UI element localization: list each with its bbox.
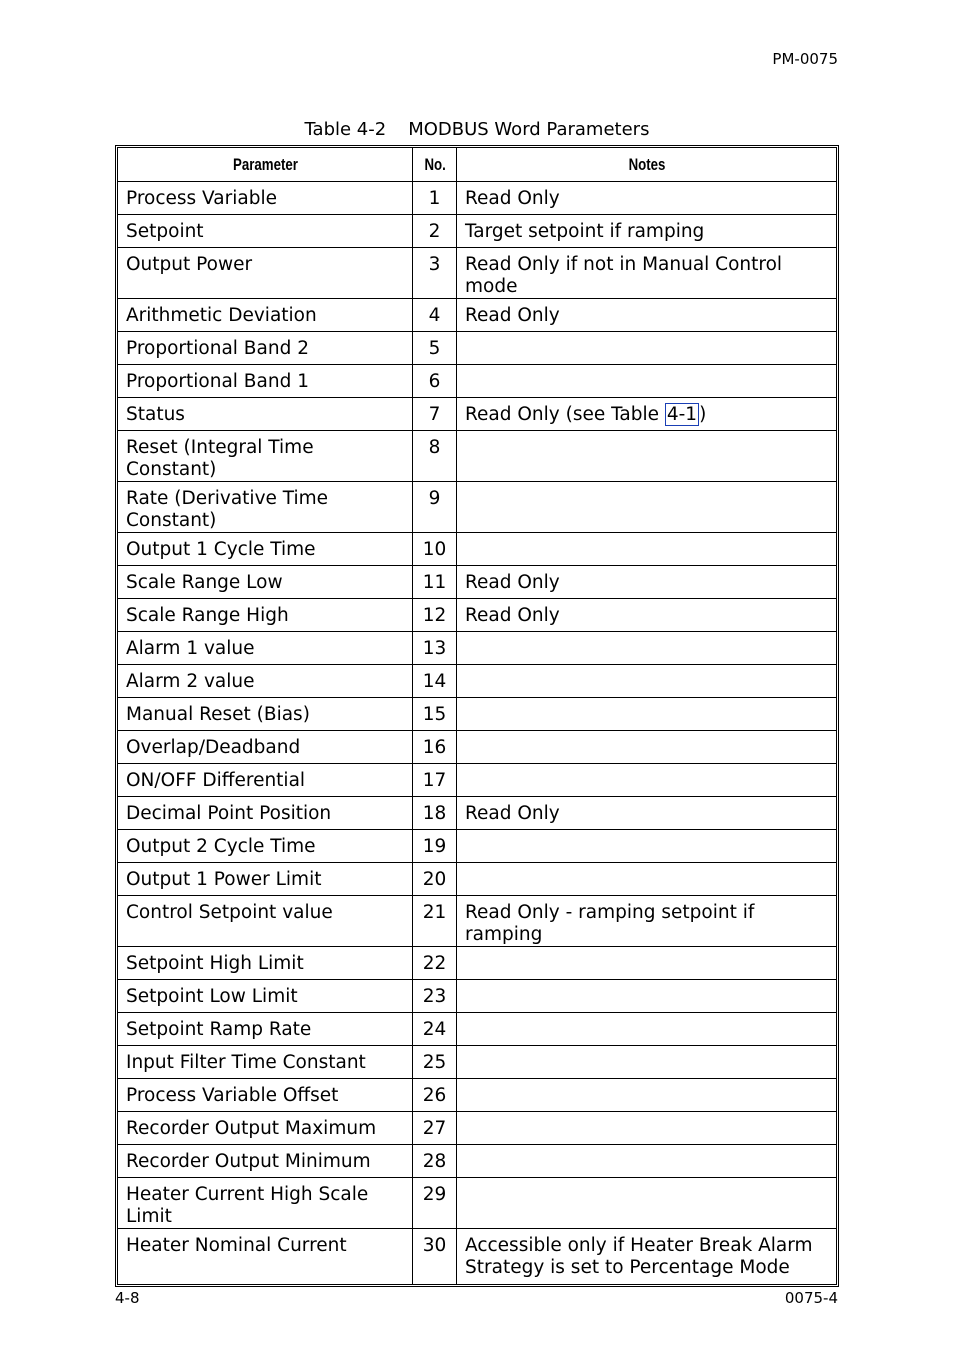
cell-notes — [457, 947, 837, 980]
cell-number: 3 — [413, 248, 457, 299]
table-row — [118, 980, 837, 1013]
notes-text: Read Only — [465, 305, 560, 326]
cell-number: 9 — [413, 482, 457, 533]
cell-number: 26 — [413, 1079, 457, 1112]
table-row — [118, 797, 837, 830]
page-number: 4-8 — [115, 1289, 140, 1307]
table-row — [118, 566, 837, 599]
cell-notes — [457, 830, 837, 863]
cell-number: 6 — [413, 365, 457, 398]
cell-number: 10 — [413, 533, 457, 566]
table-row — [118, 215, 837, 248]
cell-number: 20 — [413, 863, 457, 896]
cell-parameter: Overlap/Deadband — [118, 731, 413, 764]
table-row — [118, 1145, 837, 1178]
table-body — [118, 182, 837, 1285]
cell-notes — [457, 248, 837, 299]
cell-parameter: Setpoint Low Limit — [118, 980, 413, 1013]
cell-number: 23 — [413, 980, 457, 1013]
table-reference-link[interactable]: 4-1 — [666, 404, 698, 425]
cell-number: 27 — [413, 1112, 457, 1145]
cell-parameter: Proportional Band 2 — [118, 332, 413, 365]
cell-number: 25 — [413, 1046, 457, 1079]
cell-parameter: Recorder Output Maximum — [118, 1112, 413, 1145]
cell-parameter: Recorder Output Minimum — [118, 1145, 413, 1178]
table-row — [118, 482, 837, 533]
cell-parameter: Output 1 Cycle Time — [118, 533, 413, 566]
cell-number: 4 — [413, 299, 457, 332]
cell-number: 24 — [413, 1013, 457, 1046]
cell-parameter: Alarm 2 value — [118, 665, 413, 698]
column-header-notes: Notes — [498, 148, 794, 182]
cell-notes — [457, 1229, 837, 1285]
cell-parameter: Process Variable Offset — [118, 1079, 413, 1112]
table-row — [118, 365, 837, 398]
table-row — [118, 1046, 837, 1079]
cell-notes — [457, 764, 837, 797]
cell-number: 28 — [413, 1145, 457, 1178]
table-caption-label: Table 4-2 — [304, 119, 387, 140]
cell-parameter: Control Setpoint value — [118, 896, 413, 947]
cell-notes — [457, 398, 837, 431]
table-row — [118, 698, 837, 731]
table-row — [118, 1178, 837, 1229]
table-row — [118, 533, 837, 566]
cell-number: 29 — [413, 1178, 457, 1229]
cell-parameter: Output 2 Cycle Time — [118, 830, 413, 863]
notes-text-line2: Strategy is set to Percentage Mode — [465, 1257, 790, 1278]
cell-parameter: Decimal Point Position — [118, 797, 413, 830]
cell-number: 8 — [413, 431, 457, 482]
notes-text: Accessible only if Heater Break Alarm — [465, 1235, 813, 1256]
cell-notes — [457, 299, 837, 332]
cell-number: 5 — [413, 332, 457, 365]
document-code: PM-0075 — [772, 50, 838, 68]
table-row — [118, 1229, 837, 1285]
table-row — [118, 665, 837, 698]
cell-notes — [457, 332, 837, 365]
cell-notes — [457, 533, 837, 566]
cell-parameter: Rate (Derivative Time Constant) — [118, 482, 413, 533]
table-row — [118, 1013, 837, 1046]
cell-number: 18 — [413, 797, 457, 830]
notes-text: Read Only - ramping setpoint if ramping — [465, 902, 755, 945]
table-row — [118, 863, 837, 896]
cell-parameter: Arithmetic Deviation — [118, 299, 413, 332]
notes-text: Read Only — [465, 605, 560, 626]
cell-number: 30 — [413, 1229, 457, 1285]
cell-number: 7 — [413, 398, 457, 431]
cell-notes — [457, 182, 837, 215]
cell-notes — [457, 896, 837, 947]
cell-notes — [457, 566, 837, 599]
cell-parameter: Process Variable — [118, 182, 413, 215]
table-row — [118, 182, 837, 215]
cell-notes — [457, 632, 837, 665]
table-row — [118, 398, 837, 431]
modbus-word-parameters-table — [117, 147, 837, 1285]
table-row — [118, 896, 837, 947]
cell-parameter: Reset (Integral Time Constant) — [118, 431, 413, 482]
cell-parameter: Setpoint Ramp Rate — [118, 1013, 413, 1046]
cell-parameter: Heater Nominal Current — [118, 1229, 413, 1285]
cell-number: 12 — [413, 599, 457, 632]
notes-text-end: ) — [699, 404, 707, 425]
table-row — [118, 299, 837, 332]
cell-parameter: Manual Reset (Bias) — [118, 698, 413, 731]
cell-parameter: Status — [118, 398, 413, 431]
table-row — [118, 830, 837, 863]
cell-number: 14 — [413, 665, 457, 698]
cell-notes — [457, 599, 837, 632]
cell-notes — [457, 863, 837, 896]
cell-notes — [457, 665, 837, 698]
cell-parameter: Scale Range Low — [118, 566, 413, 599]
cell-notes — [457, 1013, 837, 1046]
notes-text: Target setpoint if ramping — [465, 221, 705, 242]
cell-number: 2 — [413, 215, 457, 248]
cell-notes — [457, 431, 837, 482]
cell-parameter: Setpoint — [118, 215, 413, 248]
cell-notes — [457, 482, 837, 533]
notes-text: Read Only — [465, 803, 560, 824]
cell-number: 13 — [413, 632, 457, 665]
cell-number: 22 — [413, 947, 457, 980]
document-reference: 0075-4 — [784, 1289, 838, 1307]
cell-number: 1 — [413, 182, 457, 215]
column-header-parameter: Parameter — [150, 148, 380, 182]
cell-notes — [457, 1145, 837, 1178]
cell-number: 15 — [413, 698, 457, 731]
cell-number: 11 — [413, 566, 457, 599]
notes-text: Read Only — [465, 188, 560, 209]
cell-parameter: Input Filter Time Constant — [118, 1046, 413, 1079]
notes-text: Read Only (see Table — [465, 404, 665, 425]
cell-notes — [457, 797, 837, 830]
table-row — [118, 599, 837, 632]
cell-notes — [457, 1079, 837, 1112]
cell-notes — [457, 731, 837, 764]
cell-parameter: Heater Current High Scale Limit — [118, 1178, 413, 1229]
notes-text: Read Only — [465, 572, 560, 593]
cell-parameter: Output Power — [118, 248, 413, 299]
table-row — [118, 947, 837, 980]
cell-notes — [457, 1112, 837, 1145]
table-row — [118, 731, 837, 764]
cell-notes — [457, 1178, 837, 1229]
table-row — [118, 764, 837, 797]
table-row — [118, 248, 837, 299]
cell-notes — [457, 698, 837, 731]
table-row — [118, 632, 837, 665]
table-header-row — [118, 148, 837, 182]
cell-parameter: Output 1 Power Limit — [118, 863, 413, 896]
table-row — [118, 1112, 837, 1145]
cell-notes — [457, 980, 837, 1013]
table-caption-title: MODBUS Word Parameters — [408, 119, 650, 140]
cell-number: 17 — [413, 764, 457, 797]
cell-parameter: Proportional Band 1 — [118, 365, 413, 398]
cell-number: 19 — [413, 830, 457, 863]
cell-parameter: Setpoint High Limit — [118, 947, 413, 980]
cell-parameter: Alarm 1 value — [118, 632, 413, 665]
table-row — [118, 332, 837, 365]
table-row — [118, 1079, 837, 1112]
parameter-table-frame — [115, 145, 839, 1287]
table-row — [118, 431, 837, 482]
cell-parameter: Scale Range High — [118, 599, 413, 632]
cell-notes — [457, 1046, 837, 1079]
notes-text: Read Only if not in Manual Control mode — [465, 254, 783, 297]
column-header-no: No. — [417, 148, 451, 182]
cell-number: 21 — [413, 896, 457, 947]
cell-parameter: ON/OFF Differential — [118, 764, 413, 797]
cell-number: 16 — [413, 731, 457, 764]
cell-notes — [457, 215, 837, 248]
table-caption — [0, 119, 954, 140]
cell-notes — [457, 365, 837, 398]
